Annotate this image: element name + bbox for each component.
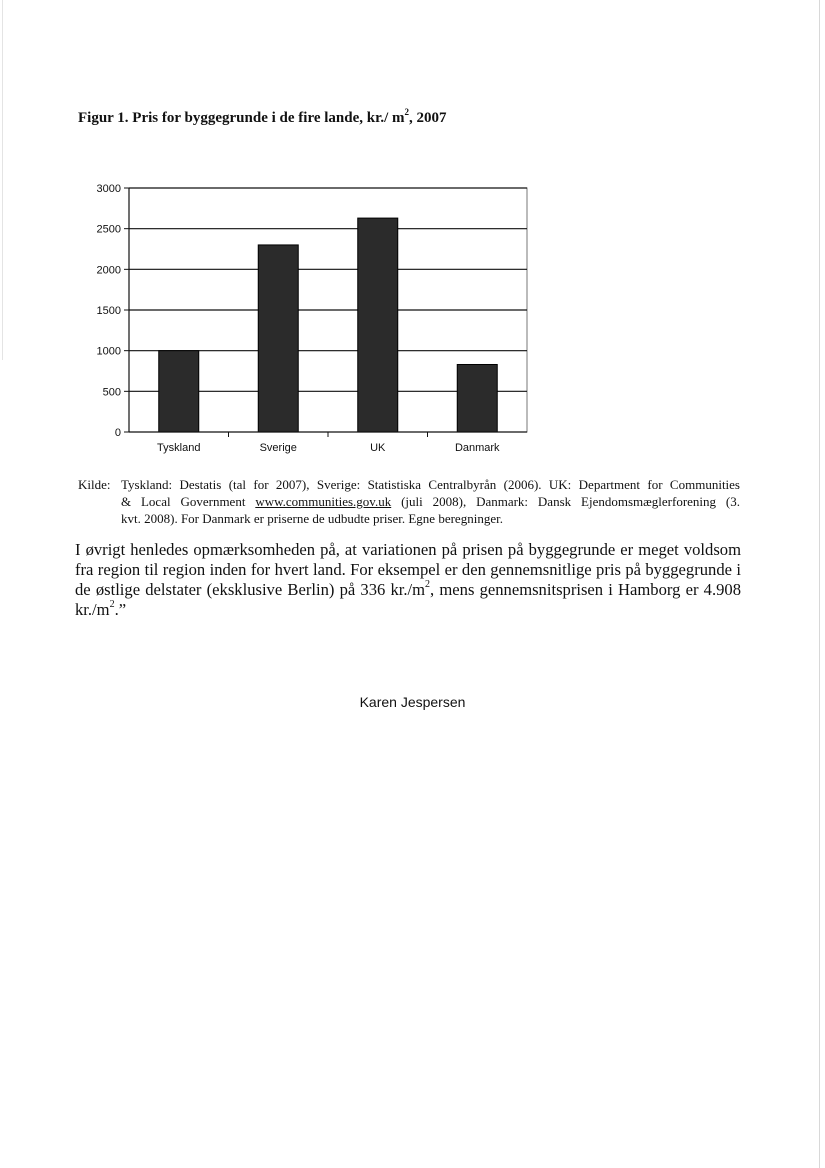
figure-title-prefix: Figur 1. Pris for byggegrunde i de fire lande, kr./ m	[78, 110, 405, 126]
y-tick-label: 3000	[96, 183, 121, 195]
bar-danmark	[457, 364, 497, 432]
y-tick-label: 1000	[96, 345, 121, 358]
body-line-3-superscript: 2	[425, 579, 431, 591]
bar-tyskland	[159, 351, 199, 432]
source-line-2	[121, 493, 740, 510]
body-line-1: I øvrigt henledes opmærksomheden på, at variationen på prisen på byggegrunde er meget voldsom	[75, 540, 741, 559]
scan-edge-left	[2, 0, 3, 360]
body-paragraph	[75, 540, 741, 620]
body-line-4-superscript: 2	[109, 599, 115, 611]
source-label: Kilde:	[78, 477, 111, 492]
body-line-4-start: kr./m	[75, 600, 110, 619]
bars	[159, 218, 498, 432]
communities-link[interactable]: www.communities.gov.uk	[255, 494, 392, 509]
bar-sverige	[258, 245, 298, 432]
y-tick-label: 500	[102, 386, 121, 399]
figure-title-superscript: 2	[404, 107, 410, 117]
signature: Karen Jespersen	[359, 694, 466, 710]
figure-title-suffix: , 2007	[409, 110, 447, 126]
x-tick-label: Danmark	[454, 442, 500, 454]
body-line-3	[75, 580, 741, 600]
y-tick-label: 2500	[96, 223, 121, 236]
body-line-4	[75, 600, 741, 620]
x-tick-label: UK	[370, 442, 386, 454]
scan-edge-right	[819, 0, 820, 1168]
bar-uk	[358, 218, 398, 432]
source-text	[121, 476, 740, 527]
source-line-1: Tyskland: Destatis (tal for 2007), Sverige: Statistiska Centralbyrån (2006). UK: Department for Communities	[121, 477, 740, 492]
body-line-3-start: de østlige delstater (eksklusive Berlin) på 336 kr./m	[75, 580, 426, 599]
x-tick-label: Sverige	[259, 442, 297, 454]
source-line-2-end: (juli 2008), Danmark: Dansk Ejendomsmæglerforening (3.	[391, 494, 740, 509]
source-line-3: kvt. 2008). For Danmark er priserne de udbudte priser. Egne beregninger.	[121, 511, 503, 526]
source-line-2-start: & Local Government	[121, 494, 256, 509]
y-tick-label: 2000	[96, 264, 121, 277]
x-tick-label: Tyskland	[157, 442, 201, 454]
bar-chart	[86, 178, 536, 460]
y-tick-label: 1500	[96, 305, 121, 317]
body-line-4-end: .”	[114, 600, 127, 619]
body-line-3-end: , mens gennemsnitsprisen i Hamborg er 4.908	[430, 580, 741, 599]
y-tick-label: 0	[114, 427, 121, 439]
figure-title	[78, 107, 447, 127]
body-line-2: fra region til region inden for hvert land. For eksempel er den gennemsnitlige pris på byggegrunde i	[75, 560, 741, 579]
